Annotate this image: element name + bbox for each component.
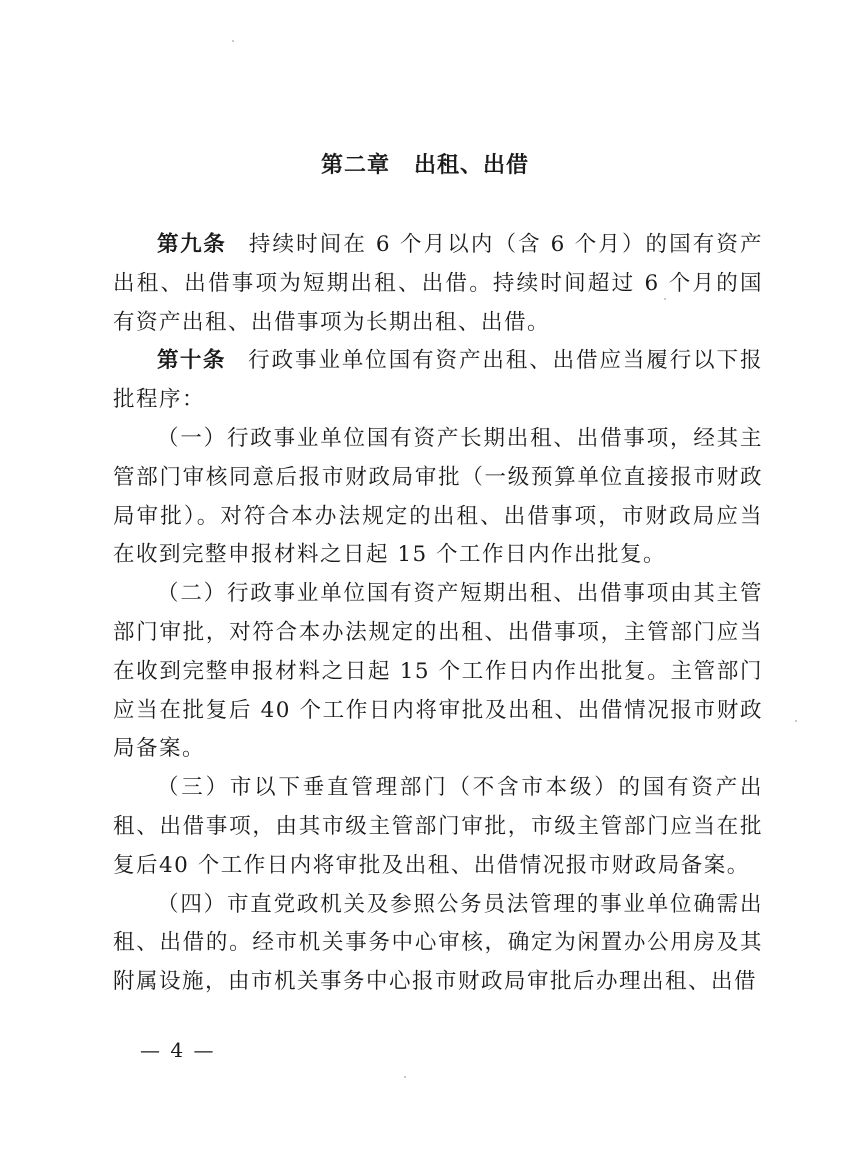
scan-speck: [664, 298, 666, 300]
page-number: — 4 —: [140, 1038, 216, 1062]
article-label: 第九条: [157, 232, 227, 257]
paragraph-text: 行政事业单位国有资产出租、出借应当履行以下报批程序：: [113, 348, 763, 413]
paragraph-text: （三）市以下垂直管理部门（不含市本级）的国有资产出租、出借事项，由其市级主管部门审批，市级主管部门应当在批复后40 个工作日内将审批及出租、出借情况报市财政局备案。: [113, 775, 763, 878]
scan-speck: [232, 40, 234, 42]
paragraph-text: （一）行政事业单位国有资产长期出租、出借事项，经其主管部门审核同意后报市财政局审批（一级预算单位直接报市财政局审批）。对符合本办法规定的出租、出借事项，市财政局应当在收到完整申报材料之日起 15 个工作日内作出批复。: [113, 425, 763, 568]
article-label: 第十条: [157, 348, 226, 374]
paragraph-item-4: [113, 886, 763, 1002]
paragraph-article-9: [113, 226, 763, 342]
chapter-title: 出租、出借: [414, 153, 530, 178]
scan-speck: [404, 1076, 406, 1078]
scan-speck: [795, 720, 797, 722]
paragraph-text: （二）行政事业单位国有资产短期出租、出借事项由其主管部门审批，对符合本办法规定的出租、出借事项，主管部门应当在收到完整申报材料之日起 15 个工作日内作出批复。主管部门应当在批复后 40 个工作日内将审批及出租、出借情况报市财政局备案。: [113, 581, 763, 762]
paragraph-item-3: [113, 769, 763, 885]
paragraph-item-2: [113, 575, 763, 769]
paragraph-text: （四）市直党政机关及参照公务员法管理的事业单位确需出租、出借的。经市机关事务中心审核，确定为闲置办公用房及其附属设施，由市机关事务中心报市财政局审批后办理出租、出借: [113, 891, 763, 995]
chapter-heading: [0, 148, 850, 179]
paragraph-item-1: [113, 420, 763, 575]
chapter-number: 第二章: [320, 153, 390, 178]
paragraph-article-10: [113, 342, 763, 420]
body-text: [113, 226, 763, 1002]
paragraph-text: 持续时间在 6 个月以内（含 6 个月）的国有资产出租、出借事项为短期出租、出借。持续时间超过 6 个月的国有资产出租、出借事项为长期出租、出借。: [113, 232, 763, 335]
